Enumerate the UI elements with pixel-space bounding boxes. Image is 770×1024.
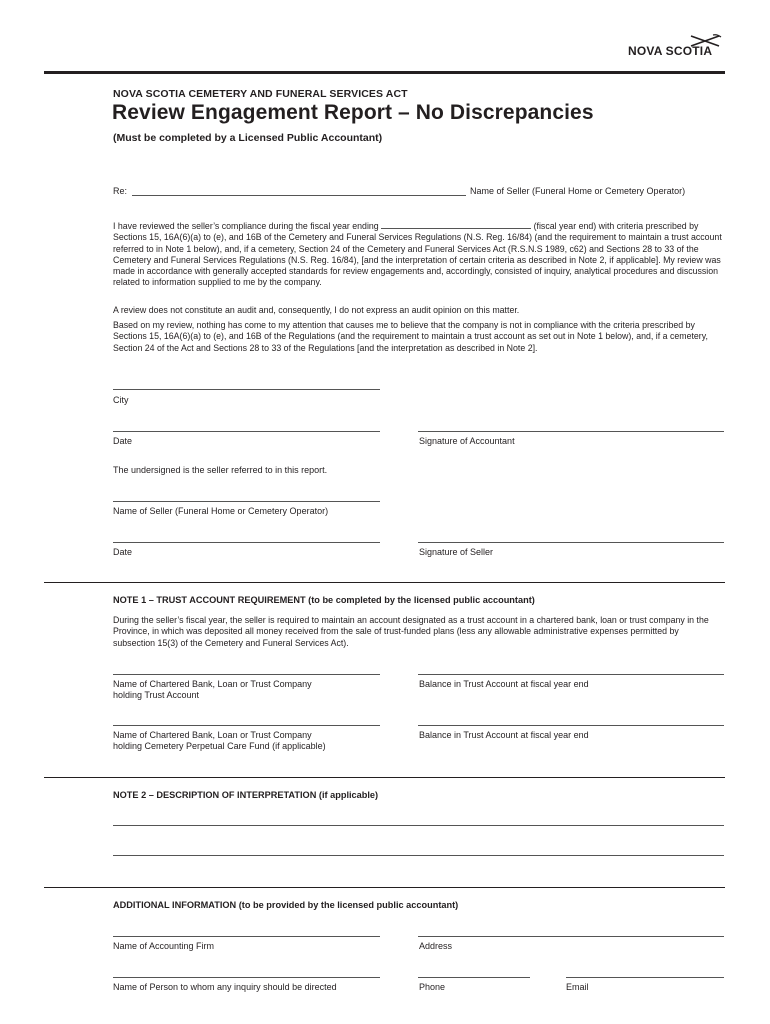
para1-rest: with criteria prescribed by Sections 15, 16A(6)(a) to (e), and 16B of the Cemetery and Funeral Services Regulations (N.S. Reg. 16/84) (and the requirement to maintain a trust account referred to in Note 1 below), and, if a cemetery, Section 24 of the Cemetery and Funeral Services Act (R.S.N.S 1989, c62) and Sections 28 to 33 of the Cemetery and Funeral Services Regulations (N.S. Reg. 16/84), [and the interpretation of certain criteria as described in Note 2, if applicable]. My review was made in accordance with generally accepted standards for review engagements and, accordingly, consisted of inquiry, analytical procedures and discussion related to information supplied to me by the company. (113, 221, 722, 288)
note2-divider (44, 777, 725, 778)
para1-fiscal: (fiscal year end) (533, 221, 597, 231)
page-title: Review Engagement Report – No Discrepancies (112, 101, 594, 124)
person-line[interactable] (113, 977, 380, 978)
note2-heading: NOTE 2 – DESCRIPTION OF INTERPRETATION (if applicable) (113, 790, 379, 800)
logo-text: NOVA SCOTIA (628, 44, 713, 58)
email-label: Email (566, 982, 589, 992)
address-label: Address (419, 941, 453, 951)
date-line-1[interactable] (113, 431, 380, 432)
re-label: Re: (113, 186, 128, 196)
trust-balance-line[interactable] (418, 674, 724, 675)
firm-label: Name of Accounting Firm (113, 941, 215, 951)
audit-disclaimer: A review does not constitute an audit and, consequently, I do not express an audit opinion on this matter. (113, 305, 520, 315)
re-input-line[interactable] (132, 195, 466, 196)
additional-divider (44, 887, 725, 888)
city-line[interactable] (113, 389, 380, 390)
date-line-2[interactable] (113, 542, 380, 543)
seller-name-label: Name of Seller (Funeral Home or Cemetery Operator) (113, 506, 329, 516)
seller-name-line[interactable] (113, 501, 380, 502)
page-subtitle: (Must be completed by a Licensed Public Accountant) (113, 132, 383, 144)
email-line[interactable] (566, 977, 724, 978)
accountant-signature-label: Signature of Accountant (419, 436, 515, 446)
date-label-2: Date (113, 547, 133, 557)
city-label: City (113, 395, 129, 405)
saltire-icon (683, 34, 727, 48)
additional-heading: ADDITIONAL INFORMATION (to be provided by the licensed public accountant) (113, 900, 459, 910)
perpetual-bank-label-1: Name of Chartered Bank, Loan or Trust Company (113, 730, 312, 740)
interpretation-line-2[interactable] (113, 855, 724, 856)
firm-line[interactable] (113, 936, 380, 937)
note1-divider (44, 582, 725, 583)
nova-scotia-logo (628, 34, 728, 60)
note1-heading: NOTE 1 – TRUST ACCOUNT REQUIREMENT (to be completed by the licensed public accountant) (113, 595, 535, 605)
date-label-1: Date (113, 436, 133, 446)
top-rule (44, 71, 725, 74)
perpetual-bank-label (113, 730, 326, 752)
perpetual-balance-line[interactable] (418, 725, 724, 726)
seller-signature-label: Signature of Seller (419, 547, 494, 557)
perpetual-balance-label: Balance in Trust Account at fiscal year end (419, 730, 589, 740)
accountant-signature-line[interactable] (418, 431, 724, 432)
review-paragraph (113, 221, 723, 289)
conclusion-paragraph: Based on my review, nothing has come to my attention that causes me to believe that the company is not in compliance with the criteria prescribed by Sections 15, 16A(6)(a) to (e), and 16B of the Regulations (and the requirement to maintain a trust account as set out in Note 1 below), and, if a cemetery, Section 24 of the Act and Sections 28 to 33 of the Regulations [and the interpretation as described in Note 2]. (113, 320, 708, 353)
trust-bank-line[interactable] (113, 674, 380, 675)
para1-start: I have reviewed the seller’s compliance during the fiscal year ending (113, 221, 379, 231)
interpretation-line-1[interactable] (113, 825, 724, 826)
seller-signature-line[interactable] (418, 542, 724, 543)
act-title: NOVA SCOTIA CEMETERY AND FUNERAL SERVICES ACT (113, 88, 408, 100)
trust-balance-label: Balance in Trust Account at fiscal year end (419, 679, 589, 689)
trust-bank-label (113, 679, 312, 701)
note1-text: During the seller’s fiscal year, the seller is required to maintain an account designated as a trust account in a chartered bank, loan or trust company in the Province, in which was deposited all money received from the sale of trust-funded plans (less any allowable administrative expenses permitted by subsection 15(3) of the Cemetery and Funeral Services Act). (113, 615, 709, 648)
address-line[interactable] (418, 936, 724, 937)
phone-label: Phone (419, 982, 446, 992)
perpetual-bank-label-2: holding Cemetery Perpetual Care Fund (if applicable) (113, 741, 326, 751)
phone-line[interactable] (418, 977, 530, 978)
trust-bank-label-2: holding Trust Account (113, 690, 200, 700)
fiscal-year-line[interactable] (381, 221, 531, 229)
re-caption: Name of Seller (Funeral Home or Cemetery Operator) (470, 186, 686, 196)
person-label: Name of Person to whom any inquiry should be directed (113, 982, 337, 992)
undersigned-statement: The undersigned is the seller referred to in this report. (113, 465, 328, 475)
perpetual-bank-line[interactable] (113, 725, 380, 726)
trust-bank-label-1: Name of Chartered Bank, Loan or Trust Company (113, 679, 312, 689)
